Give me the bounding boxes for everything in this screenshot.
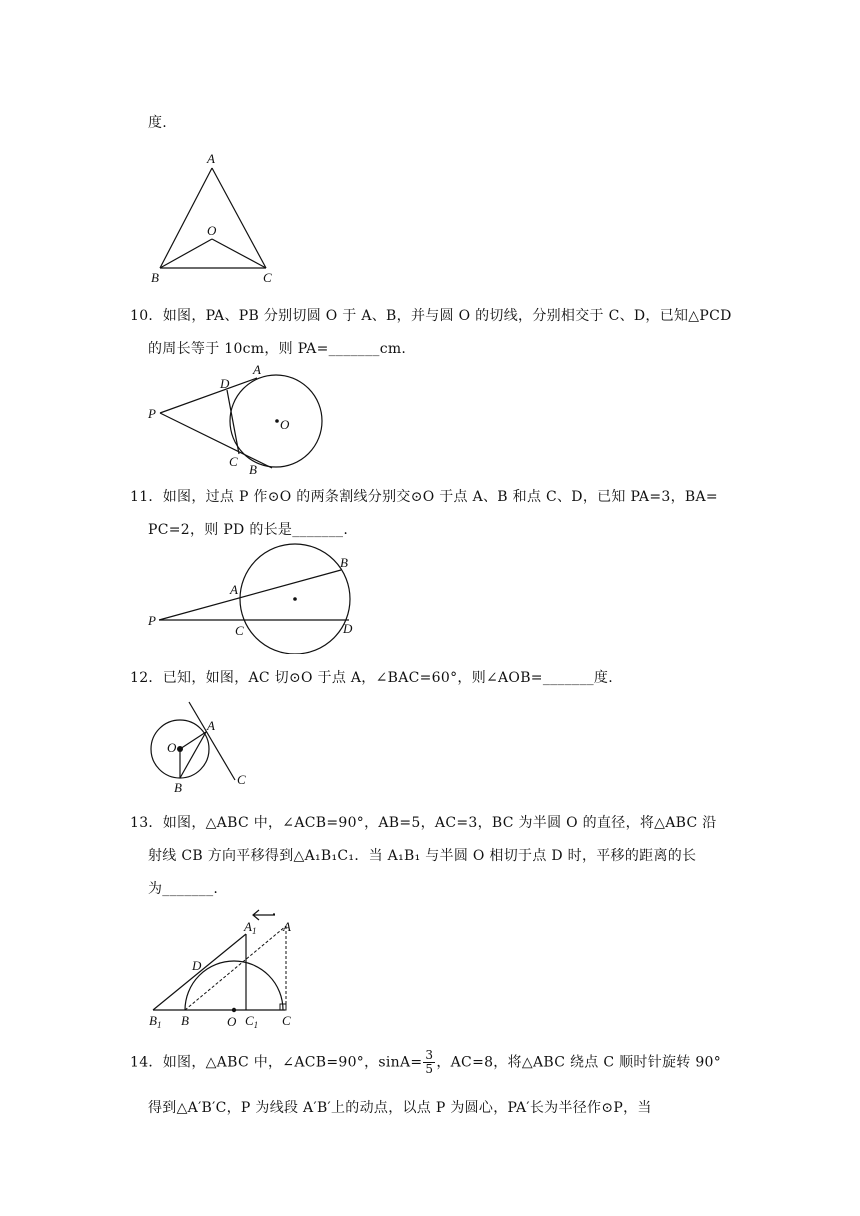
fraction-numerator: 3 (425, 1048, 434, 1062)
question-10-line-1: 10．如图，PA、PB 分别切圆 O 于 A、B，并与圆 O 的切线，分别相交于 C、D，已知△PCD (130, 308, 732, 324)
fig11-label-d: D (343, 621, 353, 636)
fig12-label-a: A (207, 718, 215, 733)
figure-q12-tangent (145, 694, 255, 796)
figure-q13-semicircle (145, 906, 305, 1030)
figure-q10-tangents (145, 362, 330, 476)
fig10-label-o: O (280, 417, 290, 432)
fig10-label-a: A (253, 362, 261, 377)
fig12-label-o: O (167, 740, 177, 755)
question-13-line-2: 射线 CB 方向平移得到△A₁B₁C₁．当 A₁B₁ 与半圆 O 相切于点 D 时，平移的距离的长 (148, 848, 697, 864)
fig10-label-c: C (229, 454, 238, 469)
fig9-label-c: C (263, 270, 272, 285)
fig13-label-c1: $C_1$ (245, 1013, 259, 1030)
fig9-label-a: A (207, 151, 215, 166)
fig11-label-b: B (340, 555, 348, 570)
fig11-label-p: P (148, 613, 156, 628)
question-13-line-3: 为_______. (148, 881, 219, 897)
fig11-label-a: A (230, 582, 238, 597)
fig10-label-d: D (220, 376, 230, 391)
figure-q11-secants (145, 542, 370, 654)
fig9-label-o: O (207, 223, 217, 238)
fig13-label-o: O (227, 1014, 237, 1029)
fig10-label-b: B (249, 462, 257, 476)
fig13-label-a: A (283, 919, 291, 934)
question-10-line-2: 的周长等于 10cm，则 PA=_______cm. (148, 341, 407, 357)
line-q9-end: 度. (148, 115, 168, 131)
question-12-line-1: 12．已知，如图，AC 切⊙O 于点 A，∠BAC=60°，则∠AOB=_______度. (130, 670, 613, 686)
question-13-line-1: 13．如图，△ABC 中，∠ACB=90°，AB=5，AC=3，BC 为半圆 O 的直径，将△ABC 沿 (130, 815, 717, 831)
q14-text-pre: 14．如图，△ABC 中，∠ACB=90°，sinA= (130, 1054, 423, 1071)
fraction-3-5 (423, 1049, 435, 1076)
fig9-label-b: B (151, 270, 159, 285)
question-14-line-1 (130, 1049, 721, 1076)
figure-q9-triangle (148, 146, 284, 288)
question-11-line-1: 11．如图，过点 P 作⊙O 的两条割线分别交⊙O 于点 A、B 和点 C、D，已知 PA=3，BA= (130, 489, 718, 505)
fig12-label-c: C (237, 772, 246, 787)
fig13-label-b: B (181, 1013, 189, 1028)
fraction-denominator: 5 (425, 1062, 434, 1076)
fig13-label-c: C (282, 1013, 291, 1028)
fig13-label-a1: $A_1$ (244, 919, 257, 936)
question-14-line-2: 得到△A′B′C，P 为线段 A′B′上的动点，以点 P 为圆心，PA′长为半径作⊙P，当 (148, 1100, 652, 1116)
fig11-label-c: C (235, 623, 244, 638)
fig13-label-d: D (192, 958, 202, 973)
q14-text-post: ，AC=8，将△ABC 绕点 C 顺时针旋转 90° (436, 1054, 722, 1071)
question-11-line-2: PC=2，则 PD 的长是_______. (148, 522, 349, 538)
fig12-label-b: B (174, 780, 182, 795)
fig10-label-p: P (148, 406, 156, 421)
fig13-label-b1: $B_1$ (149, 1013, 162, 1030)
